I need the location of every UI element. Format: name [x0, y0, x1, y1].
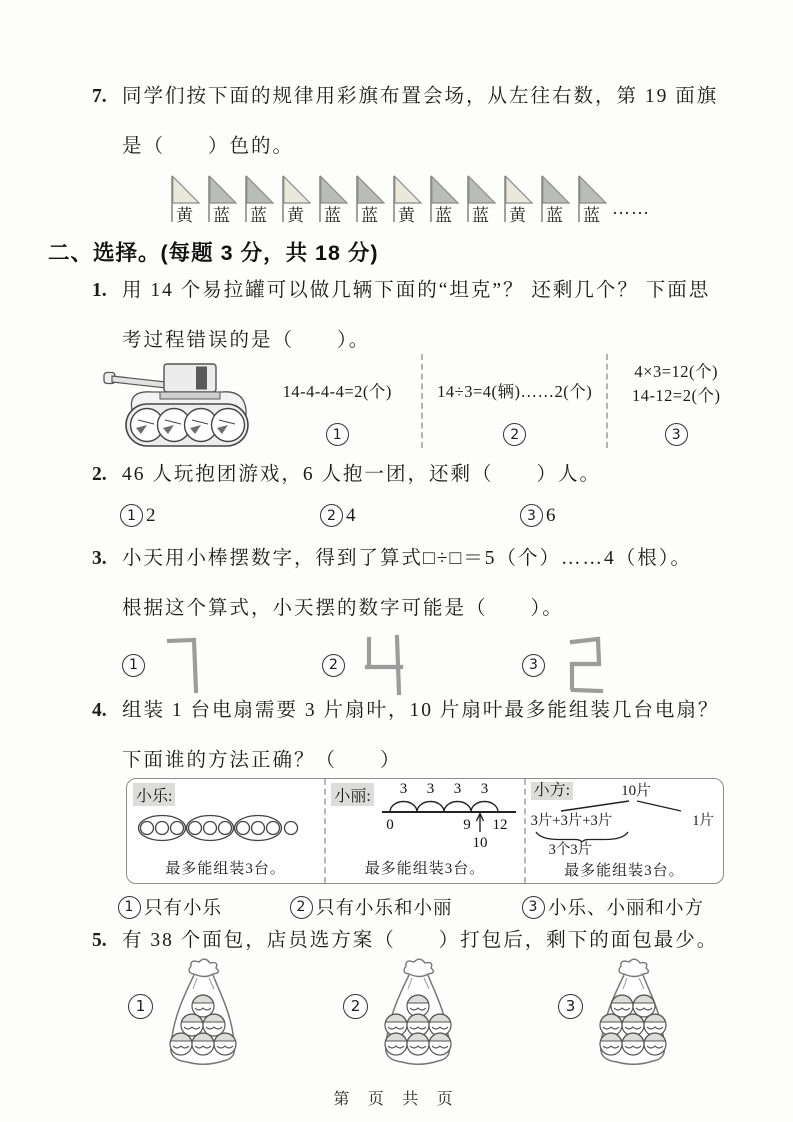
flag-label: 蓝 — [583, 206, 600, 225]
circled-number-1: 1 — [326, 423, 349, 446]
bread-bag — [591, 958, 675, 1070]
q5-bags — [128, 958, 773, 1070]
circled-number-1: 1 — [118, 896, 141, 919]
circled-number-3: 3 — [522, 896, 545, 919]
question-text-line1: 同学们按下面的规律用彩旗布置会场，从左往右数，第 19 面旗 — [122, 86, 719, 107]
method-conclusion: 最多能组装3台。 — [564, 863, 685, 879]
q1-figure — [102, 354, 744, 448]
circled-number-3: 3 — [522, 654, 545, 677]
flags-ellipsis: …… — [612, 198, 650, 218]
q2-option-1 — [120, 504, 320, 527]
q4-option-3 — [522, 894, 704, 920]
flag-blue — [242, 174, 279, 230]
q1-option-2 — [421, 354, 606, 448]
question-number: 4. — [92, 700, 107, 721]
method-xiaole — [127, 779, 324, 883]
circled-number-1: 1 — [120, 504, 143, 527]
flag-label: 蓝 — [361, 206, 378, 225]
method-name: 小乐: — [133, 783, 175, 806]
expression — [437, 380, 592, 404]
flag-label: 蓝 — [435, 206, 452, 225]
circled-number-1: 1 — [128, 994, 153, 1019]
q4-options — [118, 894, 704, 920]
flag-blue — [316, 174, 353, 230]
flag-blue — [427, 174, 464, 230]
method-name: 小方: — [531, 782, 573, 800]
tank-icon — [102, 354, 252, 448]
option-value: 2 — [146, 504, 156, 526]
circled-number-2: 2 — [343, 994, 368, 1019]
question-text-line2: 下面谁的方法正确？（ ） — [122, 750, 402, 771]
q3-option-2 — [322, 634, 522, 696]
option-value: 4 — [346, 504, 356, 526]
q3-option-1 — [122, 634, 322, 696]
question-number: 5. — [92, 930, 107, 951]
circled-number-1: 1 — [122, 654, 145, 677]
svg-text:10: 10 — [472, 835, 488, 850]
question-text-line1: 组装 1 台电扇需要 3 片扇叶，10 片扇叶最多能组装几台电扇？ — [122, 700, 720, 721]
flag-label: 黄 — [398, 206, 415, 225]
question-7 — [92, 84, 760, 230]
circled-number-2: 2 — [503, 423, 526, 446]
question-3 — [92, 546, 760, 696]
part-left: 3片+3片+3片 — [530, 813, 613, 829]
stick-digit-7 — [161, 634, 203, 696]
method-xiaoli — [324, 779, 523, 883]
question-number: 1. — [92, 280, 107, 301]
q5-bag-option-2 — [343, 958, 558, 1070]
question-text-line2: 是（ ）色的。 — [122, 136, 295, 157]
question-text: 46 人玩抱团游戏，6 人抱一团，还剩（ ）人。 — [122, 464, 602, 485]
expression-line: 14-4-4-4=2(个) — [282, 382, 392, 401]
stick-digit-4 — [361, 634, 407, 696]
section-title: 二、选择。(每题 3 分，共 18 分) — [48, 241, 379, 265]
flag-label: 黄 — [287, 206, 304, 225]
svg-text:3: 3 — [481, 781, 489, 797]
expression — [632, 360, 721, 408]
circled-number-2: 2 — [290, 896, 313, 919]
svg-text:12: 12 — [492, 817, 508, 833]
question-text-line2: 根据这个算式，小天摆的数字可能是（ ）。 — [122, 598, 564, 619]
page-footer: 第 页 共 页 — [333, 1091, 460, 1108]
q1-option-3 — [606, 354, 744, 448]
q3-options — [92, 634, 760, 696]
option-text: 只有小乐和小丽 — [316, 899, 453, 919]
q3-option-3 — [522, 634, 722, 696]
flag-label: 蓝 — [250, 206, 267, 225]
q2-options — [92, 504, 760, 527]
flag-label: 蓝 — [324, 206, 341, 225]
option-text: 小乐、小丽和小方 — [548, 899, 705, 919]
flag-label: 蓝 — [472, 206, 489, 225]
svg-text:0: 0 — [386, 817, 395, 833]
question-1 — [92, 278, 760, 354]
flag-label: 黄 — [176, 206, 193, 225]
q1-option-1 — [254, 354, 421, 448]
question-text: 有 38 个面包，店员选方案（ ）打包后，剩下的面包最少。 — [122, 930, 719, 951]
svg-text:9: 9 — [463, 817, 472, 833]
xiaofang-total-row — [531, 782, 718, 800]
svg-text:3: 3 — [427, 781, 435, 797]
question-number: 7. — [92, 86, 107, 107]
split-lines — [531, 800, 701, 812]
part-right: 1片 — [692, 813, 714, 829]
question-text-line1: 用 14 个易拉罐可以做几辆下面的“坦克”？ 还剩几个？ 下面思 — [122, 280, 711, 301]
flags-row — [168, 174, 760, 230]
circled-number-3: 3 — [665, 423, 688, 446]
circled-number-2: 2 — [320, 504, 343, 527]
flag-blue — [575, 174, 612, 230]
flag-yellow — [279, 174, 316, 230]
flag-blue — [205, 174, 242, 230]
q4-methods-box — [126, 778, 724, 884]
xiaofang-parts-row — [531, 812, 718, 831]
question-4 — [92, 698, 760, 774]
circled-number-3: 3 — [558, 994, 583, 1019]
question-5 — [92, 928, 760, 954]
q2-option-2 — [320, 504, 520, 527]
tank-illustration — [102, 354, 254, 448]
flag-label: 黄 — [509, 206, 526, 225]
question-2 — [92, 462, 760, 527]
flag-yellow — [501, 174, 538, 230]
xiaoli-numberline — [380, 780, 520, 850]
circled-number-2: 2 — [322, 654, 345, 677]
flag-yellow — [168, 174, 205, 230]
bread-bag — [376, 958, 460, 1070]
option-text: 只有小乐 — [144, 899, 223, 919]
flag-blue — [538, 174, 575, 230]
q4-option-2 — [290, 894, 522, 920]
flag-blue — [464, 174, 501, 230]
q2-option-3 — [520, 504, 556, 527]
stick-digit-2 — [561, 634, 607, 696]
expression-line: 14-12=2(个) — [631, 385, 721, 405]
method-xiaofang — [524, 779, 723, 883]
method-conclusion: 最多能组装3台。 — [364, 861, 486, 877]
q4-option-1 — [118, 894, 290, 920]
flag-blue — [353, 174, 390, 230]
q5-bag-option-3 — [558, 958, 773, 1070]
question-text-line2: 考过程错误的是（ ）。 — [122, 330, 371, 351]
xiaole-circles — [133, 811, 305, 845]
expression-line: 14÷3=4(辆)……2(个) — [437, 382, 593, 401]
q5-bag-option-1 — [128, 958, 343, 1070]
question-number: 2. — [92, 464, 107, 485]
question-text-line1: 小天用小棒摆数字，得到了算式□÷□＝5（个）……4（根）。 — [122, 548, 693, 569]
question-number: 3. — [92, 548, 107, 569]
circled-number-3: 3 — [520, 504, 543, 527]
method-name: 小丽: — [331, 783, 373, 806]
option-value: 6 — [546, 504, 556, 526]
bread-bag — [161, 958, 245, 1070]
expression — [283, 380, 392, 404]
brace-label: 3个3片 — [548, 842, 593, 858]
total-label: 10片 — [621, 783, 652, 799]
svg-text:3: 3 — [400, 781, 408, 797]
flag-label: 蓝 — [213, 206, 230, 225]
svg-text:3: 3 — [454, 781, 462, 797]
flag-label: 蓝 — [546, 206, 563, 225]
method-conclusion: 最多能组装3台。 — [165, 861, 286, 877]
expression-line: 4×3=12(个) — [634, 362, 719, 381]
flag-yellow — [390, 174, 427, 230]
underbrace — [533, 831, 633, 842]
